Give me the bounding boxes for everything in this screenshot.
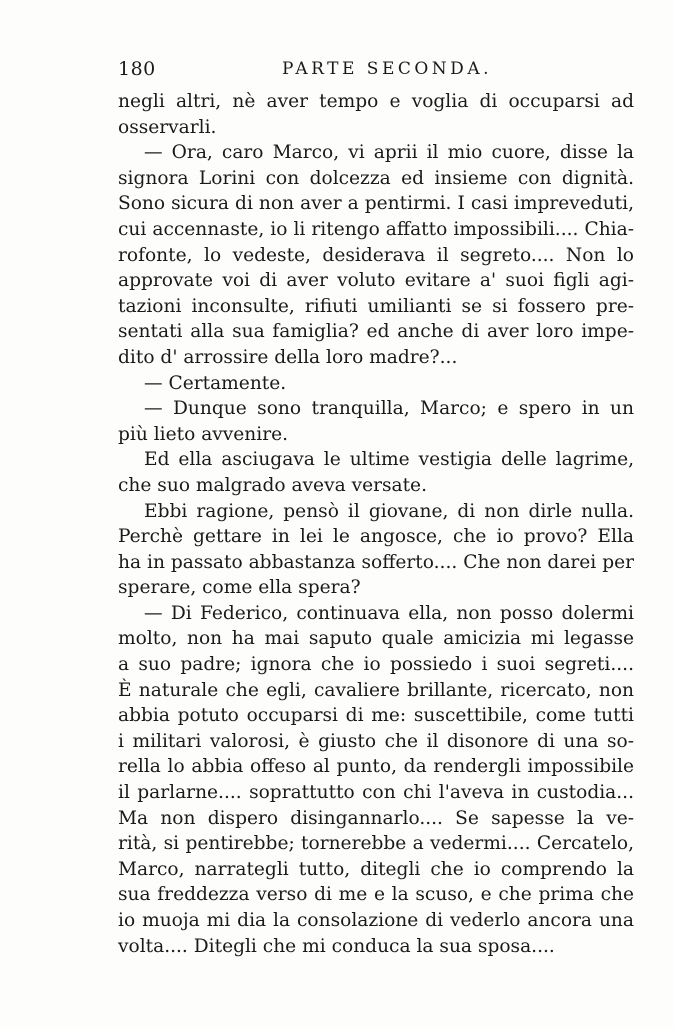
- text-line: Ebbi ragione, pensò il giovane, di non dirle nulla.: [144, 500, 634, 522]
- text-line: tazioni inconsulte, rifiuti umilianti se si fossero pre-: [118, 295, 634, 317]
- text-line: approvate voi di aver voluto evitare a' suoi figli agi-: [118, 270, 634, 292]
- text-line: sua freddezza verso di me e la scuso, e che prima che: [118, 884, 634, 906]
- text-line: io muoja mi dia la consolazione di vederlo ancora una: [118, 910, 634, 931]
- text-line: Ma non dispero disingannarlo.... Se sapesse la ve-: [118, 807, 634, 829]
- text-line: i militari valorosi, è giusto che il disonore di una so-: [118, 730, 634, 752]
- text-line: che suo malgrado aveva versate.: [118, 474, 427, 496]
- text-line: Marco, narrategli tutto, ditegli che io comprendo la: [118, 858, 634, 880]
- text-line: Ed ella asciugava le ultime vestigia delle lagrime,: [144, 449, 634, 471]
- text-line: sentati alla sua famiglia? ed anche di aver loro impe-: [118, 321, 634, 343]
- page-number: 180: [118, 58, 156, 80]
- page-header: [118, 58, 638, 86]
- text-line: volta.... Ditegli che mi conduca la sua sposa....: [118, 935, 555, 957]
- text-line: il parlarne.... soprattutto con chi l'aveva in custodia...: [118, 782, 634, 804]
- text-line: molto, non ha mai saputo quale amicizia mi legasse: [118, 628, 634, 650]
- text-line: signora Lorini con dolcezza ed insieme con dignità.: [118, 167, 634, 189]
- text-line: rella lo abbia offeso al punto, da rendergli impossibile: [118, 756, 634, 778]
- text-line: rità, si pentirebbe; tornerebbe a vedermi.... Cercatelo,: [118, 833, 634, 855]
- text-line: negli altri, nè aver tempo e voglia di occuparsi ad: [118, 91, 634, 112]
- text-line: abbia potuto occuparsi di me: suscettibile, come tutti: [118, 705, 634, 727]
- text-line: osservarli.: [118, 116, 217, 138]
- text-line: È naturale che egli, cavaliere brillante, ricercato, non: [118, 679, 634, 701]
- text-line: più lieto avvenire.: [118, 423, 289, 445]
- text-line: — Ora, caro Marco, vi aprii il mio cuore, disse la: [144, 142, 634, 164]
- text-line: Perchè gettare in lei le angosce, che io provo? Ella: [118, 526, 634, 548]
- running-head: PARTE SECONDA.: [282, 59, 492, 79]
- text-line: dito d' arrossire della loro madre?...: [118, 346, 458, 368]
- text-line: — Certamente.: [144, 372, 287, 394]
- text-line: rofonte, lo vedeste, desiderava il segreto.... Non lo: [118, 244, 634, 266]
- text-line: Sono sicura di non aver a pentirmi. I casi impreveduti,: [118, 193, 634, 215]
- body-text: [118, 89, 634, 959]
- text-line: a suo padre; ignora che io possiedo i suoi segreti....: [118, 654, 634, 676]
- text-line: ha in passato abbastanza sofferto.... Che non darei per: [118, 551, 634, 573]
- text-line: cui accennaste, io li ritengo affatto impossibili.... Chia-: [118, 218, 634, 240]
- text-line: sperare, come ella spera?: [118, 577, 361, 599]
- text-line: — Dunque sono tranquilla, Marco; e spero in un: [144, 398, 634, 420]
- text-line: — Di Federico, continuava ella, non posso dolermi: [144, 602, 634, 624]
